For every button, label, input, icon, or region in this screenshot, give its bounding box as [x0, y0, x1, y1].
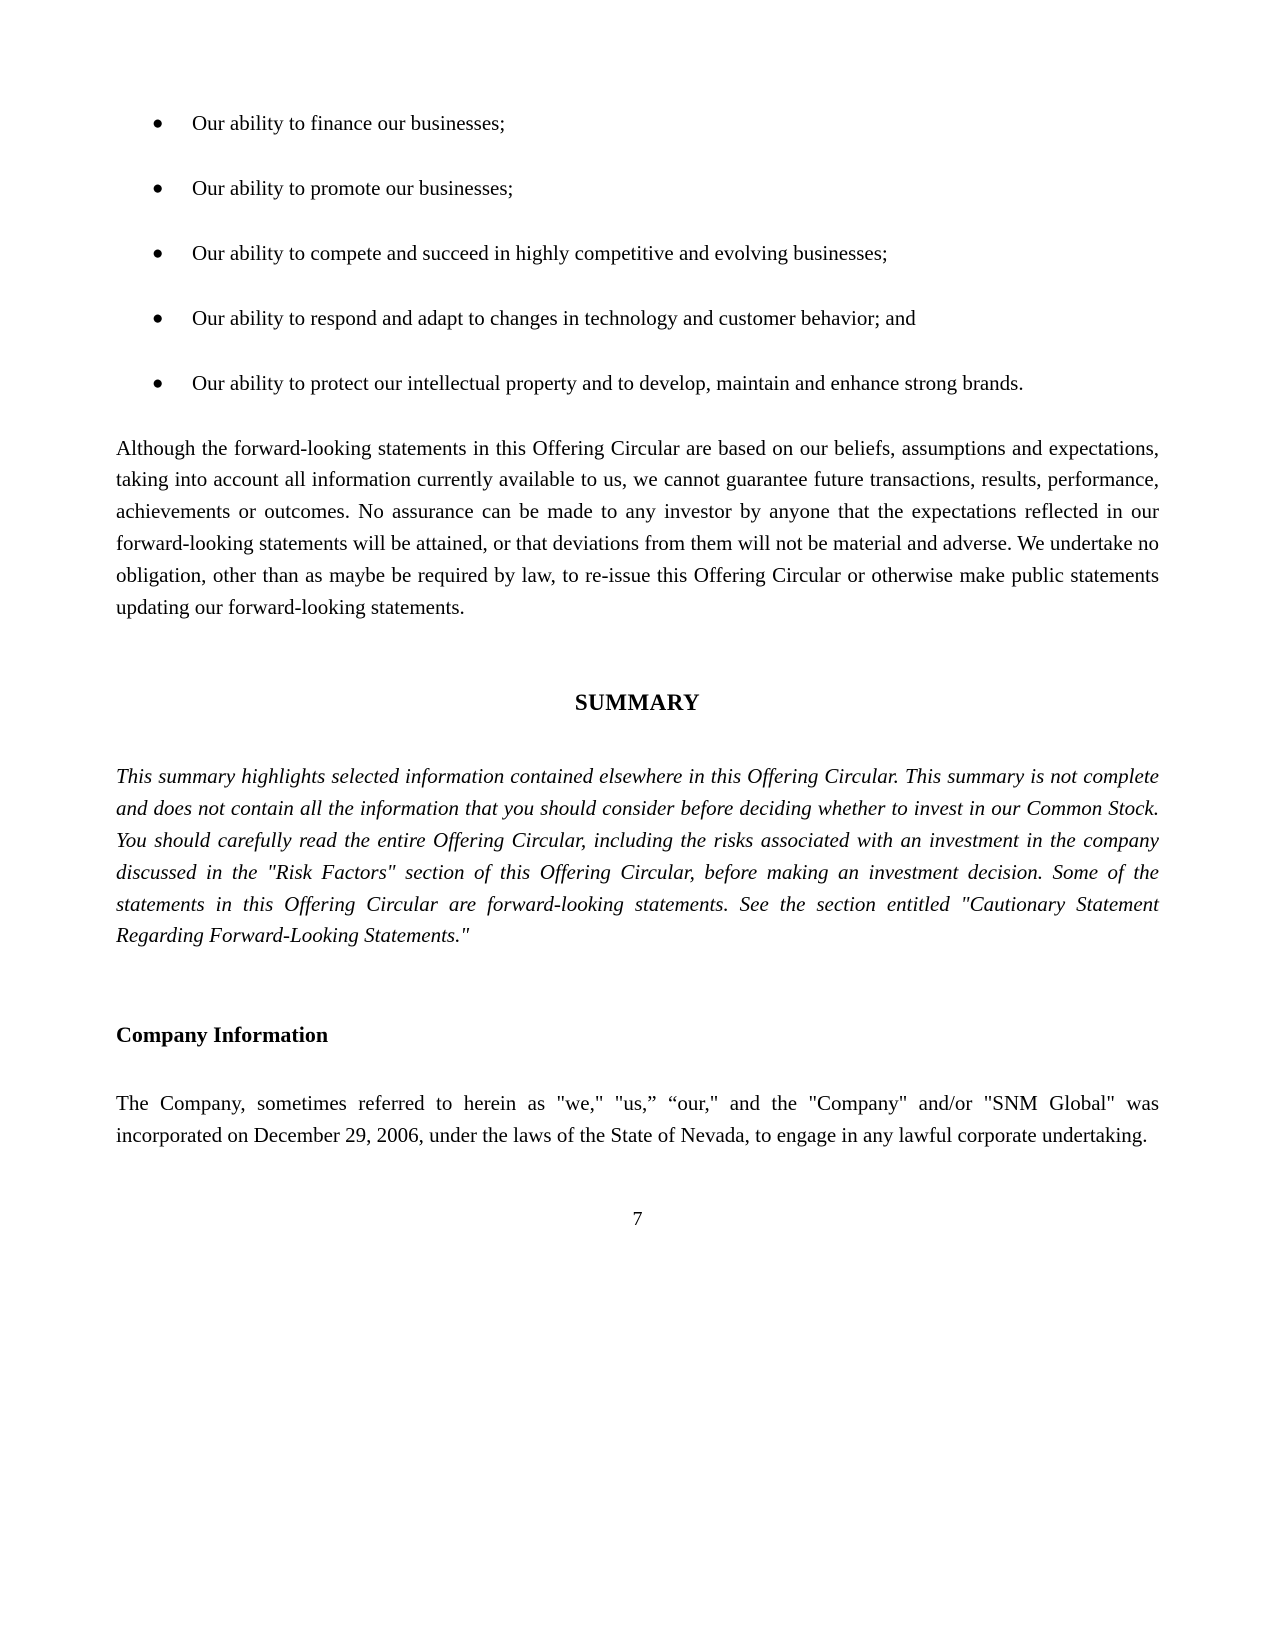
bullet-item — [116, 238, 1159, 270]
company-information-paragraph: The Company, sometimes referred to herein as "we," "us,” “our," and the "Company" and/or "SNM Global" was incorporated on December 29, 2006, under the laws of the State of Nevada, to engage in any lawful corporate undertaking. — [116, 1090, 1159, 1147]
bullet-icon: ● — [152, 372, 164, 394]
bullet-icon: ● — [152, 307, 164, 329]
company-information-heading: Company Information — [116, 1022, 329, 1048]
bullet-text: Our ability to protect our intellectual property and to develop, maintain and enhance strong brands. — [192, 370, 1024, 395]
bullet-text: Our ability to respond and adapt to changes in technology and customer behavior; and — [192, 305, 916, 330]
bullet-text: Our ability to compete and succeed in highly competitive and evolving businesses; — [192, 240, 888, 265]
bullet-icon: ● — [152, 113, 164, 134]
bullet-text: Our ability to promote our businesses; — [192, 175, 514, 200]
bullet-list — [116, 108, 1159, 400]
summary-heading: SUMMARY — [574, 689, 701, 715]
bullet-icon: ● — [152, 177, 164, 199]
bullet-text: Our ability to finance our businesses; — [192, 111, 506, 135]
bullet-item — [116, 173, 1159, 205]
bullet-item — [116, 368, 1159, 400]
page-number: 7 — [632, 1207, 643, 1230]
summary-paragraph: This summary highlights selected information contained elsewhere in this Offering Circular. This summary is not complete and does not contain all the information that you should consider before deciding whether to invest in our Common Stock. You should carefully read the entire Offering Circular, including the risks associated with an investment in the company discussed in the "Risk Factors" section of this Offering Circular, before making an investment decision. Some of the statements in this Offering Circular are forward-looking statements. See the section entitled "Cautionary Statement Regarding Forward-Looking Statements." — [116, 763, 1159, 948]
bullet-item — [116, 303, 1159, 335]
bullet-icon: ● — [152, 242, 164, 264]
forward-looking-paragraph: Although the forward-looking statements in this Offering Circular are based on our beliefs, assumptions and expectations, taking into account all information currently available to us, we cannot guarantee future transactions, results, performance, achievements or outcomes. No assurance can be made to any investor by anyone that the expectations reflected in our forward-looking statements will be attained, or that deviations from them will not be material and adverse. We undertake no obligation, other than as maybe be required by law, to re-issue this Offering Circular or otherwise make public statements updating our forward-looking statements. — [116, 435, 1159, 620]
bullet-item — [116, 108, 1159, 140]
